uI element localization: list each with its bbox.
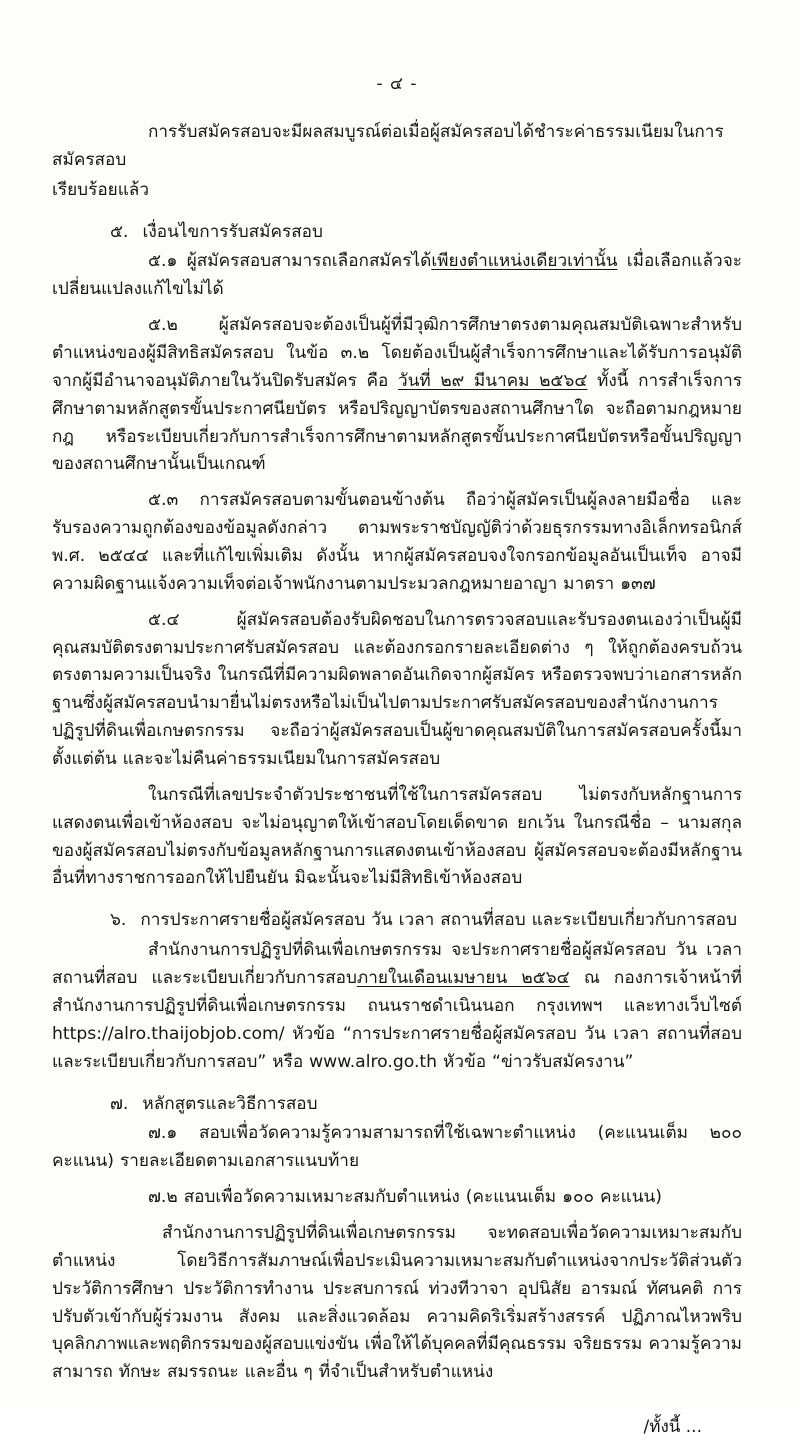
section-heading-5 bbox=[52, 219, 742, 247]
item-5-1-text-before: ผู้สมัครสอบสามารถเลือกสมัครได้ bbox=[186, 251, 432, 272]
item-5-1 bbox=[52, 248, 742, 304]
item-7-1-label: ๗.๑ bbox=[148, 1123, 178, 1144]
section-5-title: เงื่อนไขการรับสมัครสอบ bbox=[142, 221, 323, 242]
item-5-4 bbox=[52, 607, 742, 774]
item-7-1-text: สอบเพื่อวัดความรู้ความสามารถที่ใช้เฉพาะตำแหน่ง (คะแนนเต็ม ๒๐๐ คะแนน) รายละเอียดตามเอกสารแนบท้าย bbox=[52, 1123, 742, 1172]
intro-line-1: การรับสมัครสอบจะมีผลสมบูรณ์ต่อเมื่อผู้สมัครสอบได้ชำระค่าธรรมเนียมในการสมัครสอบ bbox=[52, 122, 724, 170]
item-5-3-text: การสมัครสอบตามขั้นตอนข้างต้น ถือว่าผู้สมัครเป็นผู้ลงลายมือชื่อ และรับรองความถูกต้องของข้อมูลดังกล่าว ตามพระราชบัญญัติว่าด้วยธุรกรรมทางอิเล็กทรอนิกส์ พ.ศ. ๒๕๔๔ และที่แก้ไขเพิ่มเติม ดังนั้น หากผู้สมัครสอบจงใจกรอกข้อมูลอันเป็นเท็จ อาจมีความผิดฐานแจ้งความเท็จต่อเจ้าพนักงานตามประมวลกฎหมายอาญา มาตรา ๑๓๗ bbox=[52, 490, 742, 594]
item-5-2 bbox=[52, 312, 742, 479]
section-6-body-after: ณ กองการเจ้าหน้าที่ สำนักงานการปฏิรูปที่ดินเพื่อเกษตรกรรม ถนนราชดำเนินนอก กรุงเทพฯ และทางเว็บไซต์ https://alro.thaijobjob.com/ หัวข้อ “การประกาศรายชื่อผู้สมัครสอบ วัน เวลา สถานที่สอบ และระเบียบเกี่ยวกับการสอบ” หรือ www.alro.go.th หัวข้อ “ข่าวรับสมัครงาน” bbox=[52, 968, 742, 1072]
section-7-number: ๗. bbox=[110, 1093, 129, 1114]
item-7-2-label: ๗.๒ bbox=[148, 1187, 178, 1208]
section-5-number: ๕. bbox=[110, 221, 129, 242]
item-5-1-label: ๕.๑ bbox=[148, 251, 178, 272]
intro-line-2: เรียบร้อยแล้ว bbox=[52, 179, 149, 200]
page-number: - ๔ - bbox=[376, 74, 418, 94]
item-5-3-label: ๕.๓ bbox=[148, 490, 179, 511]
section-6-body-before: สำนักงานการปฏิรูปที่ดินเพื่อเกษตรกรรม จะประกาศรายชื่อผู้สมัครสอบ วัน เวลา สถานที่สอบ และระเบียบเกี่ยวกับการสอบ bbox=[52, 940, 742, 989]
page-footer-note: /ทั้งนี้ ... bbox=[643, 1417, 702, 1438]
item-5-2-text-before: ผู้สมัครสอบจะต้องเป็นผู้ที่มีวุฒิการศึกษาตรงตามคุณสมบัติเฉพาะสำหรับตำแหน่งของผู้มีสิทธิสมัครสอบ ในข้อ ๓.๒ โดยต้องเป็นผู้สำเร็จการศึกษาและได้รับการอนุมัติจากผู้มีอำนาจอนุมัติภายในวันปิดรับสมัคร คือ bbox=[52, 315, 742, 391]
section-6-title: การประกาศรายชื่อผู้สมัครสอบ วัน เวลา สถานที่สอบ และระเบียบเกี่ยวกับการสอบ bbox=[140, 910, 738, 931]
item-5-1-underlined: เพียงตำแหน่งเดียวเท่านั้น bbox=[431, 251, 618, 272]
section-6-body bbox=[52, 937, 742, 1076]
item-5-4-label: ๕.๔ bbox=[148, 609, 180, 630]
section-7-title: หลักสูตรและวิธีการสอบ bbox=[142, 1093, 318, 1114]
item-5-1-text-after: เมื่อเลือกแล้วจะเปลี่ยนแปลงแก้ไขไม่ได้ bbox=[52, 251, 742, 300]
section-6-underlined: ภายในเดือนเมษายน ๒๕๖๔ bbox=[356, 968, 570, 989]
section-heading-7 bbox=[52, 1091, 742, 1119]
item-5-4-text: ผู้สมัครสอบต้องรับผิดชอบในการตรวจสอบและรับรองตนเองว่าเป็นผู้มีคุณสมบัติตรงตามประกาศรับสมัครสอบ และต้องกรอกรายละเอียดต่าง ๆ ให้ถูกต้องครบถ้วนตรงตามความเป็นจริง ในกรณีที่มีความผิดพลาดอันเกิดจากผู้สมัคร หรือตรวจพบว่าเอกสารหลักฐานซึ่งผู้สมัครสอบนำมายื่นไม่ตรงหรือไม่เป็นไปตามประกาศรับสมัครสอบของสำนักงานการปฏิรูปที่ดินเพื่อเกษตรกรรม จะถือว่าผู้สมัครสอบเป็นผู้ขาดคุณสมบัติในการสมัครสอบครั้งนี้มาตั้งแต่ต้น และจะไม่คืนค่าธรรมเนียมในการสมัครสอบ bbox=[52, 609, 742, 770]
section-6-number: ๖. bbox=[110, 910, 127, 931]
section-heading-6 bbox=[52, 907, 742, 935]
section-5-closing: ในกรณีที่เลขประจำตัวประชาชนที่ใช้ในการสมัครสอบ ไม่ตรงกับหลักฐานการแสดงตนเพื่อเข้าห้องสอบ จะไม่อนุญาตให้เข้าสอบโดยเด็ดขาด ยกเว้น ในกรณีชื่อ – นามสกุล ของผู้สมัครสอบไม่ตรงกับข้อมูลหลักฐานการแสดงตนเข้าห้องสอบ ผู้สมัครสอบจะต้องมีหลักฐานอื่นที่ทางราชการออกให้ไปยืนยัน มิฉะนั้นจะไม่มีสิทธิเข้าห้องสอบ bbox=[52, 784, 742, 889]
item-7-2 bbox=[52, 1184, 742, 1212]
item-7-1 bbox=[52, 1120, 742, 1176]
item-5-2-underlined: วันที่ ๒๙ มีนาคม ๒๕๖๔ bbox=[397, 370, 588, 391]
item-5-2-label: ๕.๒ bbox=[148, 315, 178, 336]
section-7-closing: สำนักงานการปฏิรูปที่ดินเพื่อเกษตรกรรม จะทดสอบเพื่อวัดความเหมาะสมกับตำแหน่ง โดยวิธีการสัมภาษณ์เพื่อประเมินความเหมาะสมกับตำแหน่งจากประวัติส่วนตัว ประวัติการศึกษา ประวัติการทำงาน ประสบการณ์ ท่วงทีวาจา อุปนิสัย อารมณ์ ทัศนคติ การปรับตัวเข้ากับผู้ร่วมงาน สังคม และสิ่งแวดล้อม ความคิดริเริ่มสร้างสรรค์ ปฏิภาณไหวพริบ บุคลิกภาพและพฤติกรรมของผู้สอบแข่งขัน เพื่อให้ได้บุคคลที่มีคุณธรรม จริยธรรม ความรู้ความสามารถ ทักษะ สมรรถนะ และอื่น ๆ ที่จำเป็นสำหรับตำแหน่ง bbox=[52, 1222, 742, 1383]
item-7-2-text: สอบเพื่อวัดความเหมาะสมกับตำแหน่ง (คะแนนเต็ม ๑๐๐ คะแนน) bbox=[183, 1187, 662, 1208]
item-5-3 bbox=[52, 487, 742, 598]
item-5-2-text-after: ทั้งนี้ การสำเร็จการศึกษาตามหลักสูตรขั้นประกาศนียบัตร หรือปริญญาบัตรของสถานศึกษาใด จะถือตามกฎหมาย กฎ หรือระเบียบเกี่ยวกับการสำเร็จการศึกษาตามหลักสูตรขั้นประกาศนียบัตรหรือขั้นปริญญาของสถานศึกษานั้นเป็นเกณฑ์ bbox=[52, 370, 742, 475]
